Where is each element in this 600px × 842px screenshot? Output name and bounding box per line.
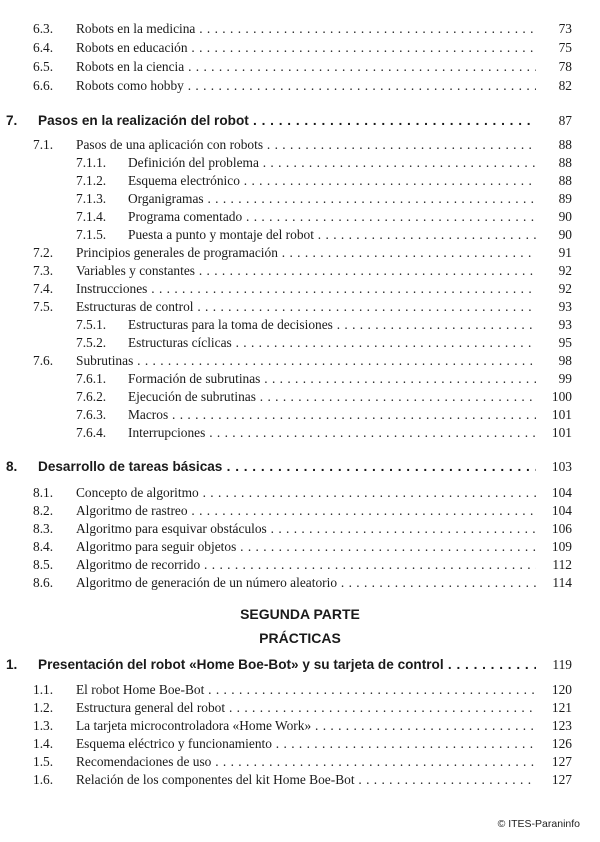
toc-entry-title: Principios generales de programación . . . [76, 244, 536, 262]
toc-entry-row [0, 20, 600, 38]
toc-entry-title: Programa comentado . . . [128, 208, 536, 226]
toc-entry-page: 114 [552, 575, 572, 590]
toc-entry-row [0, 735, 600, 753]
toc-entry-number: 8.1. [33, 485, 54, 500]
toc-entry-title: Interrupciones . . . [128, 424, 536, 442]
toc-entry-number: 7.1.1. [76, 155, 107, 170]
toc-entry-number: 7.4. [33, 281, 54, 296]
toc-entry-row [0, 334, 600, 352]
toc-entry-title: Variables y constantes . . . [76, 262, 536, 280]
toc-entry-title: Robots en la ciencia . . . [76, 58, 536, 76]
toc-entry-title: Presentación del robot «Home Boe-Bot» y su tarjeta de control . . . [38, 656, 536, 674]
toc-entry-row [0, 172, 600, 190]
toc-entry-page: 78 [558, 59, 572, 74]
toc-entry-row [0, 520, 600, 538]
part-label: SEGUNDA PARTE [240, 606, 360, 622]
toc-entry-number: 7. [6, 113, 18, 128]
toc-entry-number: 8.6. [33, 575, 54, 590]
toc-entry-title: Algoritmo de generación de un número aleatorio . . . [76, 574, 536, 592]
toc-entry-row [0, 424, 600, 442]
toc-entry-page: 98 [558, 353, 572, 368]
toc-entry-page: 106 [551, 521, 572, 536]
toc-entry-row [0, 370, 600, 388]
toc-entry-title: Algoritmo para esquivar obstáculos . . . [76, 520, 536, 538]
toc-entry-row [0, 136, 600, 154]
toc-entry-number: 6.5. [33, 59, 54, 74]
toc-entry-number: 7.6. [33, 353, 54, 368]
part-title: PRÁCTICAS [259, 630, 341, 646]
toc-entry-title: Estructura general del robot . . . [76, 699, 536, 717]
toc-entry-number: 7.6.3. [76, 407, 107, 422]
toc-entry-number: 7.6.1. [76, 371, 107, 386]
toc-entry-number: 1.2. [33, 700, 54, 715]
toc-entry-row [0, 352, 600, 370]
toc-entry-row [0, 502, 600, 520]
toc-entry-number: 1.1. [33, 682, 54, 697]
toc-entry-number: 8.2. [33, 503, 54, 518]
publisher-footer: © ITES-Paraninfo [497, 818, 580, 830]
toc-entry-page: 92 [558, 263, 572, 278]
toc-entry-title: Estructuras para la toma de decisiones . . . [128, 316, 536, 334]
toc-entry-title: Organigramas . . . [128, 190, 536, 208]
toc-entry-number: 8.4. [33, 539, 54, 554]
toc-entry-number: 7.6.4. [76, 425, 107, 440]
toc-entry-row [0, 538, 600, 556]
toc-entry-page: 119 [552, 657, 572, 672]
toc-entry-page: 75 [558, 40, 572, 55]
toc-entry-number: 8. [6, 459, 18, 474]
toc-entry-page: 82 [558, 78, 572, 93]
toc-entry-row [0, 298, 600, 316]
toc-entry-title: Subrutinas . . . [76, 352, 536, 370]
toc-entry-row [0, 406, 600, 424]
toc-entry-number: 6.6. [33, 78, 54, 93]
toc-entry-page: 123 [551, 718, 572, 733]
toc-entry-page: 95 [558, 335, 572, 350]
toc-entry-page: 93 [558, 299, 572, 314]
toc-entry-page: 93 [558, 317, 572, 332]
toc-entry-row [0, 77, 600, 95]
toc-entry-page: 112 [552, 557, 572, 572]
toc-entry-title: Algoritmo de recorrido . . . [76, 556, 536, 574]
toc-entry-page: 121 [551, 700, 572, 715]
toc-entry-page: 89 [558, 191, 572, 206]
toc-entry-row [0, 484, 600, 502]
toc-entry-number: 1.3. [33, 718, 54, 733]
toc-entry-number: 7.5.2. [76, 335, 107, 350]
toc-entry-title: Macros . . . [128, 406, 536, 424]
toc-entry-title: Ejecución de subrutinas . . . [128, 388, 536, 406]
toc-entry-row [0, 681, 600, 699]
toc-entry-title: La tarjeta microcontroladora «Home Work» . . . [76, 717, 536, 735]
toc-entry-page: 104 [551, 503, 572, 518]
toc-entry-page: 127 [551, 754, 572, 769]
toc-entry-title: Puesta a punto y montaje del robot . . . [128, 226, 536, 244]
toc-entry-title: Desarrollo de tareas básicas . . . [38, 458, 536, 476]
toc-entry-page: 90 [558, 209, 572, 224]
toc-entry-number: 7.1.2. [76, 173, 107, 188]
toc-entry-page: 91 [558, 245, 572, 260]
toc-entry-title: Estructuras cíclicas . . . [128, 334, 536, 352]
toc-entry-row [0, 556, 600, 574]
toc-entry-number: 8.3. [33, 521, 54, 536]
toc-entry-number: 7.1.4. [76, 209, 107, 224]
toc-entry-page: 104 [551, 485, 572, 500]
toc-entry-row [0, 190, 600, 208]
toc-entry-number: 7.1.3. [76, 191, 107, 206]
toc-entry-row [0, 208, 600, 226]
toc-entry-title: Robots en educación . . . [76, 39, 536, 57]
toc-entry-row [0, 58, 600, 76]
toc-entry-page: 101 [551, 425, 572, 440]
toc-entry-title: Algoritmo para seguir objetos . . . [76, 538, 536, 556]
toc-entry-page: 120 [551, 682, 572, 697]
toc-entry-row [0, 280, 600, 298]
toc-entry-page: 88 [558, 155, 572, 170]
toc-entry-row [0, 154, 600, 172]
toc-entry-number: 7.3. [33, 263, 54, 278]
toc-entry-page: 92 [558, 281, 572, 296]
toc-entry-page: 126 [551, 736, 572, 751]
toc-entry-title: Estructuras de control . . . [76, 298, 536, 316]
toc-entry-row [0, 226, 600, 244]
toc-entry-page: 99 [558, 371, 572, 386]
toc-entry-number: 7.5.1. [76, 317, 107, 332]
toc-entry-page: 100 [551, 389, 572, 404]
toc-entry-title: Esquema electrónico . . . [128, 172, 536, 190]
toc-entry-page: 88 [558, 173, 572, 188]
toc-entry-title: Instrucciones . . . [76, 280, 536, 298]
toc-entry-number: 7.5. [33, 299, 54, 314]
toc-entry-number: 1.6. [33, 772, 54, 787]
toc-entry-row [0, 244, 600, 262]
toc-entry-row [0, 574, 600, 592]
toc-entry-page: 87 [558, 113, 572, 128]
toc-entry-title: Robots como hobby . . . [76, 77, 536, 95]
toc-entry-number: 7.6.2. [76, 389, 107, 404]
toc-entry-row [0, 717, 600, 735]
toc-entry-number: 6.4. [33, 40, 54, 55]
toc-chapter-row [0, 458, 600, 476]
toc-entry-page: 90 [558, 227, 572, 242]
toc-entry-title: Definición del problema . . . [128, 154, 536, 172]
toc-entry-page: 73 [558, 21, 572, 36]
toc-entry-title: Formación de subrutinas . . . [128, 370, 536, 388]
toc-entry-title: Esquema eléctrico y funcionamiento . . . [76, 735, 536, 753]
toc-entry-row [0, 388, 600, 406]
toc-entry-title: Robots en la medicina . . . [76, 20, 536, 38]
toc-entry-number: 8.5. [33, 557, 54, 572]
toc-entry-title: Concepto de algoritmo . . . [76, 484, 536, 502]
toc-entry-title: Algoritmo de rastreo . . . [76, 502, 536, 520]
toc-entry-number: 1. [6, 657, 18, 672]
toc-entry-row [0, 262, 600, 280]
toc-entry-title: Recomendaciones de uso . . . [76, 753, 536, 771]
toc-entry-number: 7.2. [33, 245, 54, 260]
toc-entry-number: 1.5. [33, 754, 54, 769]
toc-entry-number: 7.1. [33, 137, 54, 152]
toc-entry-row [0, 39, 600, 57]
toc-entry-page: 101 [551, 407, 572, 422]
toc-entry-number: 1.4. [33, 736, 54, 751]
toc-entry-row [0, 771, 600, 789]
toc-entry-title: Pasos de una aplicación con robots . . . [76, 136, 536, 154]
toc-chapter-row [0, 656, 600, 674]
toc-entry-page: 88 [558, 137, 572, 152]
toc-entry-row [0, 699, 600, 717]
toc-chapter-row [0, 112, 600, 130]
toc-entry-number: 7.1.5. [76, 227, 107, 242]
toc-entry-row [0, 753, 600, 771]
toc-entry-page: 103 [551, 459, 572, 474]
toc-entry-title: El robot Home Boe-Bot . . . [76, 681, 536, 699]
toc-entry-row [0, 316, 600, 334]
toc-entry-page: 109 [551, 539, 572, 554]
toc-entry-page: 127 [551, 772, 572, 787]
toc-entry-number: 6.3. [33, 21, 54, 36]
toc-entry-title: Pasos en la realización del robot . . . [38, 112, 536, 130]
toc-entry-title: Relación de los componentes del kit Home Boe-Bot . . . [76, 771, 536, 789]
